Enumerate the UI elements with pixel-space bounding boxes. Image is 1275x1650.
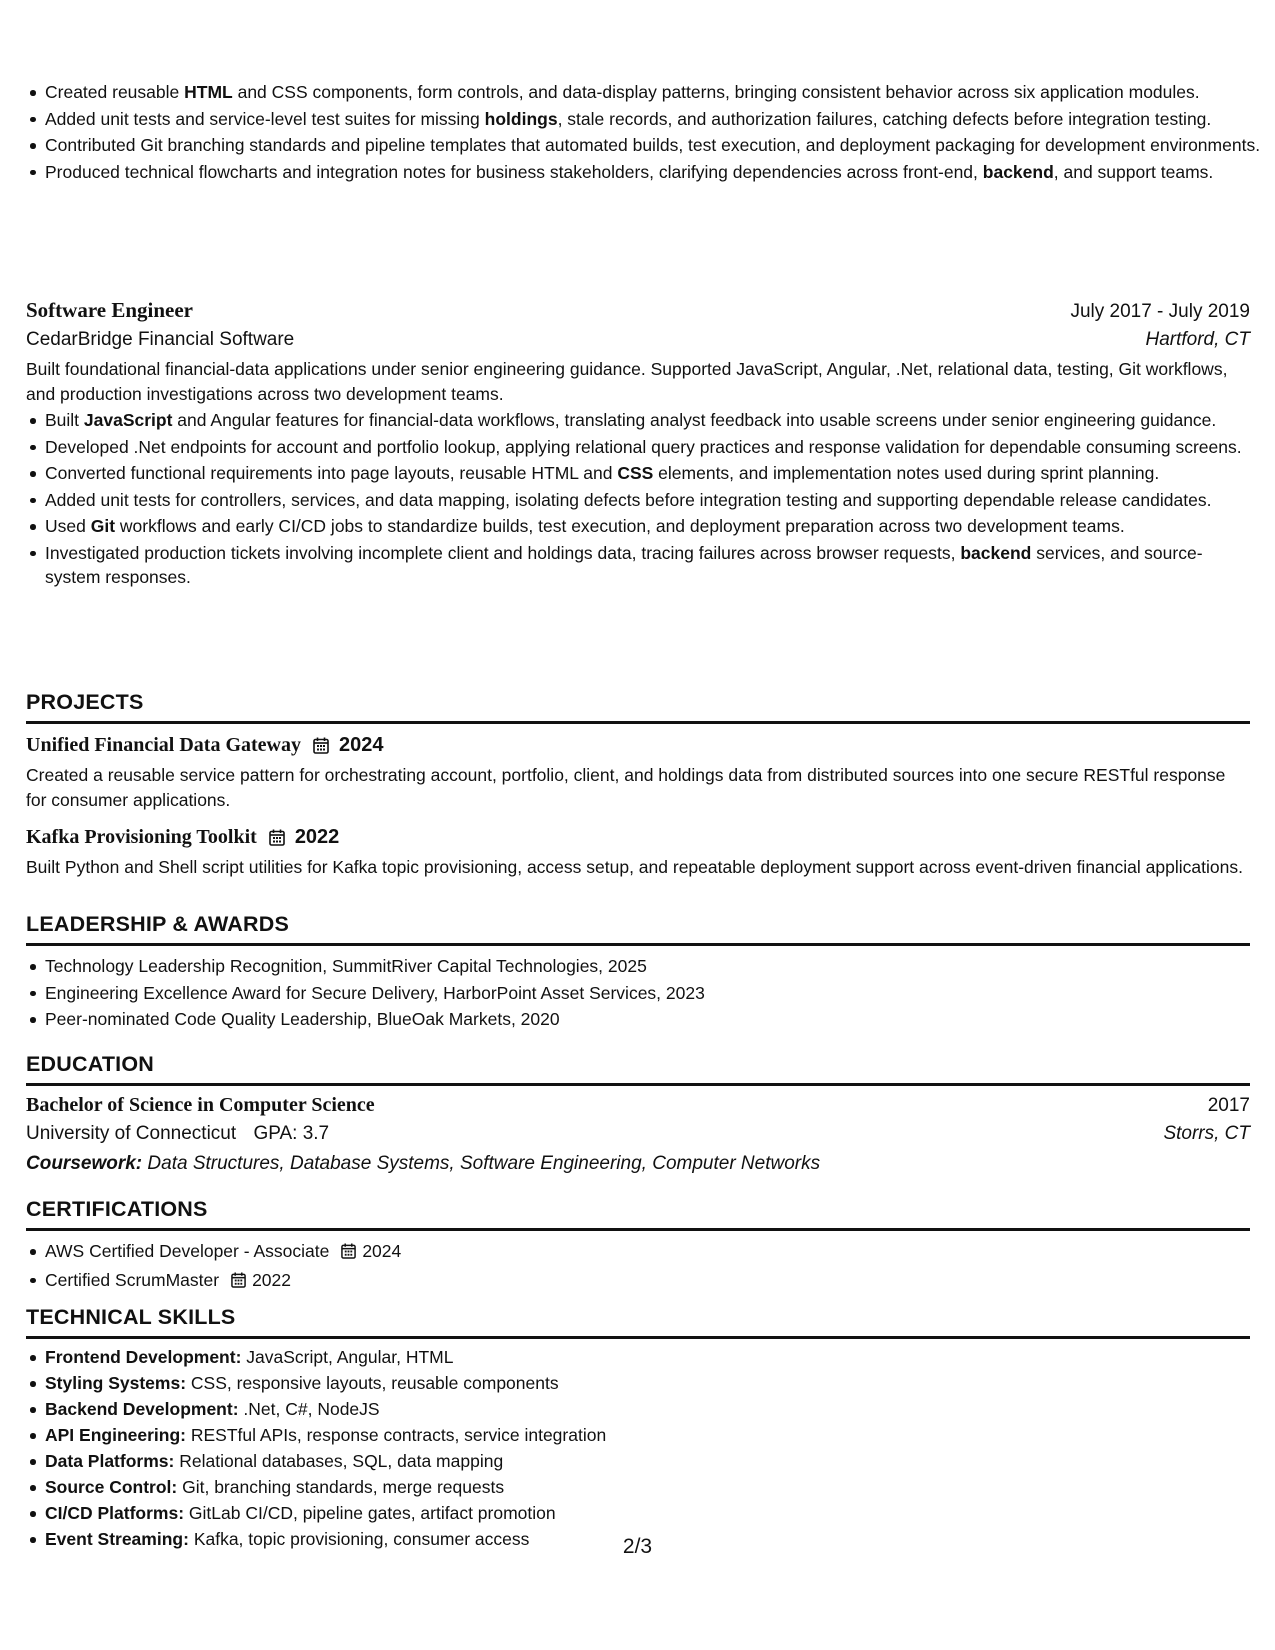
certification-year: 2022: [252, 1269, 292, 1290]
list-item: Peer-nominated Code Quality Leadership, BlueOak Markets, 2020: [45, 1007, 1250, 1032]
school-location: Storrs, CT: [1163, 1123, 1250, 1144]
coursework-list: Data Structures, Database Systems, Software Engineering, Computer Networks: [147, 1153, 821, 1174]
list-item: Created reusable HTML and CSS components, form controls, and data-display patterns, bringing consistent behavior across six application modules.: [45, 80, 1269, 105]
list-item: Added unit tests for controllers, services, and data mapping, isolating defects before integration testing and supporting dependable release candidates.: [45, 488, 1250, 513]
section-heading: TECHNICAL SKILLS: [26, 1305, 1250, 1339]
project-description: Built Python and Shell script utilities for Kafka topic provisioning, access setup, and repeatable deployment support across event-driven financial applications.: [26, 857, 1243, 877]
list-item: Used Git workflows and early CI/CD jobs to standardize builds, test execution, and deployment preparation across two development teams.: [45, 514, 1250, 539]
section-heading: EDUCATION: [26, 1052, 1250, 1086]
project-title: Unified Financial Data Gateway: [26, 734, 301, 756]
calendar-icon: [269, 829, 285, 846]
section-heading: CERTIFICATIONS: [26, 1197, 1250, 1231]
project-year: 2024: [339, 734, 384, 756]
gpa: GPA: 3.7: [253, 1123, 330, 1144]
list-item: [45, 1268, 1250, 1293]
graduation-year: 2017: [1207, 1095, 1250, 1116]
job-title: Software Engineer: [26, 298, 194, 322]
education-section: [26, 1052, 1250, 1175]
list-item: Developed .Net endpoints for account and portfolio lookup, applying relational query practices and response validation for dependable consuming screens.: [45, 435, 1250, 460]
list-item: Source Control: Git, branching standards, merge requests: [45, 1475, 1250, 1500]
job-entry: [26, 298, 1250, 592]
project-year: 2022: [294, 826, 340, 848]
school-name: University of Connecticut: [26, 1123, 237, 1144]
list-item: Converted functional requirements into page layouts, reusable HTML and CSS elements, and implementation notes used during sprint planning.: [45, 461, 1250, 486]
list-item: CI/CD Platforms: GitLab CI/CD, pipeline gates, artifact promotion: [45, 1501, 1250, 1526]
job-bullets: [26, 408, 1250, 590]
list-item: Frontend Development: JavaScript, Angular, HTML: [45, 1345, 1250, 1370]
section-heading: PROJECTS: [26, 690, 1250, 724]
list-item: Produced technical flowcharts and integration notes for business stakeholders, clarifying dependencies across front-end, backend, and support teams.: [45, 160, 1269, 185]
project-description: Created a reusable service pattern for orchestrating account, portfolio, client, and holdings data from distributed sources into one secure RESTful response for consumer applications.: [26, 765, 1226, 810]
job-dates: July 2017 - July 2019: [1070, 301, 1250, 322]
list-item: [45, 1239, 1250, 1264]
calendar-icon: [231, 1272, 246, 1288]
certifications-list: [26, 1239, 1250, 1292]
coursework-label: Coursework:: [26, 1153, 143, 1174]
project-entry: [26, 734, 1250, 812]
calendar-icon: [313, 737, 329, 754]
certifications-section: [26, 1197, 1250, 1294]
project-entry: [26, 826, 1250, 880]
list-item: Event Streaming: Kafka, topic provisioning, consumer access: [45, 1527, 1250, 1552]
list-item: API Engineering: RESTful APIs, response contracts, service integration: [45, 1423, 1250, 1448]
certification-name: Certified ScrumMaster: [45, 1269, 220, 1290]
list-item: Data Platforms: Relational databases, SQL, data mapping: [45, 1449, 1250, 1474]
list-item: Technology Leadership Recognition, SummitRiver Capital Technologies, 2025: [45, 954, 1250, 979]
project-title: Kafka Provisioning Toolkit: [26, 826, 257, 848]
list-item: Engineering Excellence Award for Secure Delivery, HarborPoint Asset Services, 2023: [45, 981, 1250, 1006]
degree-title: Bachelor of Science in Computer Science: [26, 1094, 375, 1116]
list-item: Investigated production tickets involving incomplete client and holdings data, tracing failures across browser requests, backend services, and source-system responses.: [45, 541, 1250, 590]
previous-job-bullets: [26, 80, 1269, 186]
job-location: Hartford, CT: [1145, 329, 1250, 350]
leadership-section: [26, 912, 1250, 1034]
certification-year: 2024: [362, 1241, 402, 1261]
company-name: CedarBridge Financial Software: [26, 329, 295, 350]
list-item: Contributed Git branching standards and pipeline templates that automated builds, test execution, and deployment packaging for development environments.: [45, 133, 1269, 158]
list-item: Styling Systems: CSS, responsive layouts, reusable components: [45, 1371, 1250, 1396]
skills-list: [26, 1345, 1250, 1552]
projects-section: [26, 690, 1250, 880]
job-summary: Built foundational financial-data applications under senior engineering guidance. Supported JavaScript, Angular, .Net, relational data, testing, Git workflows, and production investigations across two development teams.: [26, 359, 1228, 404]
coursework: [26, 1153, 1250, 1175]
section-heading: LEADERSHIP & AWARDS: [26, 912, 1250, 946]
skills-section: [26, 1305, 1250, 1553]
awards-list: [26, 954, 1250, 1032]
list-item: Added unit tests and service-level test suites for missing holdings, stale records, and authorization failures, catching defects before integration testing.: [45, 107, 1269, 132]
certification-name: AWS Certified Developer - Associate: [45, 1241, 330, 1261]
list-item: Built JavaScript and Angular features for financial-data workflows, translating analyst feedback into usable screens under senior engineering guidance.: [45, 408, 1250, 433]
list-item: Backend Development: .Net, C#, NodeJS: [45, 1397, 1250, 1422]
page-number: 2/3: [622, 1535, 653, 1558]
calendar-icon: [341, 1243, 356, 1259]
